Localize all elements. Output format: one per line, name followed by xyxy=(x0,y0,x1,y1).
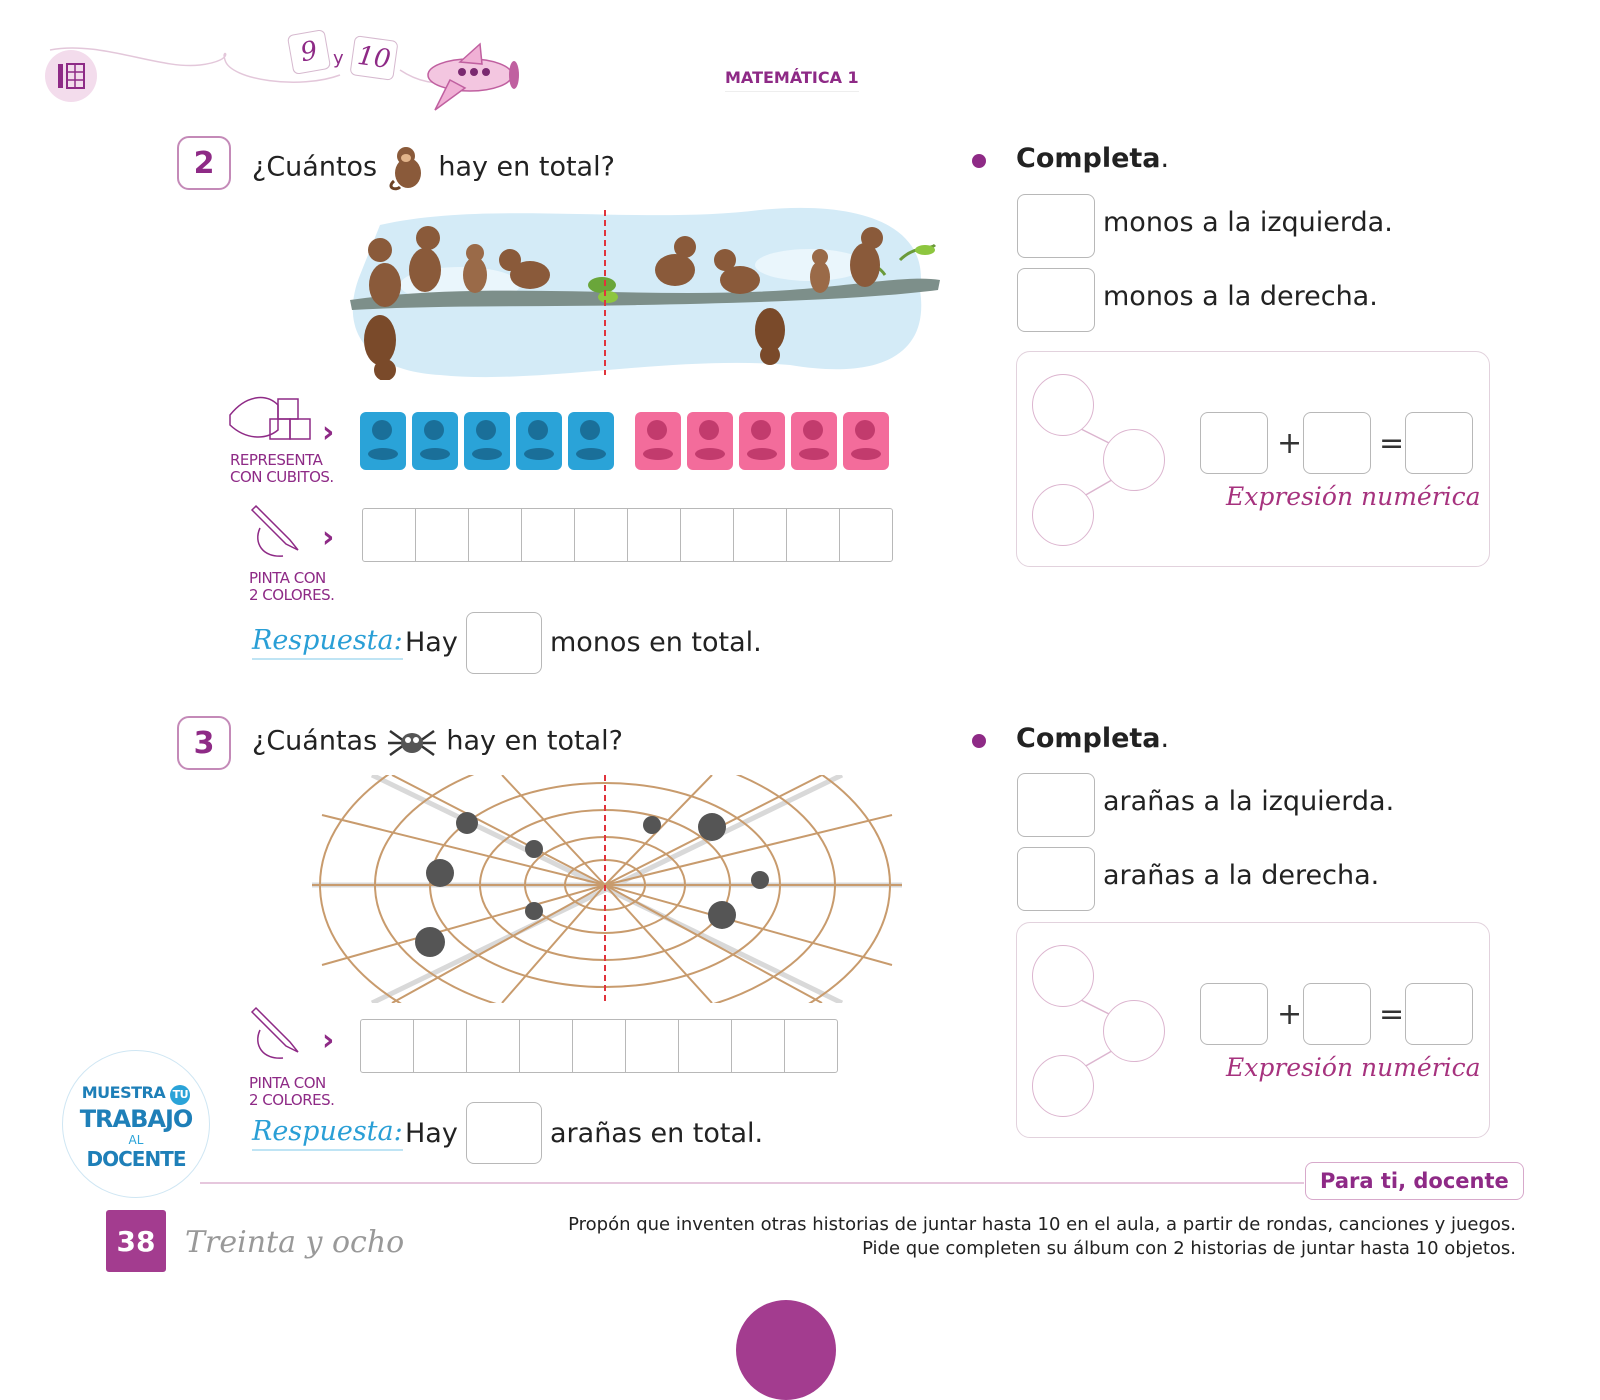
problem-3-question-end: hay en total? xyxy=(446,725,623,757)
problem-2-question xyxy=(252,143,615,191)
footer-divider xyxy=(200,1182,1304,1184)
cube-pink xyxy=(687,412,733,470)
number-bond-panel xyxy=(1016,351,1490,567)
header-number-card-right xyxy=(349,35,398,81)
complete-heading xyxy=(1016,723,1169,754)
pencil-icon xyxy=(248,1000,308,1062)
stamp-tu: TU xyxy=(170,1085,190,1105)
paint-label xyxy=(249,570,334,604)
page-word: Treinta y ocho xyxy=(185,1225,405,1260)
grid-cell[interactable] xyxy=(414,1020,467,1072)
right-count-label: monos a la derecha. xyxy=(1103,281,1378,312)
complete-label: Completa xyxy=(1016,723,1161,754)
calculator-icon xyxy=(45,50,97,102)
chevron-right-icon: › xyxy=(322,1023,335,1058)
subject-title: MATEMÁTICA 1 xyxy=(725,68,859,92)
response-post: monos en total. xyxy=(550,627,762,658)
grid-cell[interactable] xyxy=(628,509,681,561)
stamp-al: AL xyxy=(128,1133,144,1147)
complete-period: . xyxy=(1160,723,1170,754)
bond-part-circle[interactable] xyxy=(1032,1055,1094,1117)
expression-label: Expresión numérica xyxy=(1226,482,1481,511)
header-connector: y xyxy=(333,48,344,69)
grid-cell[interactable] xyxy=(522,509,575,561)
paint-label xyxy=(249,1075,334,1109)
teacher-tag: Para ti, docente xyxy=(1305,1162,1524,1200)
equals-sign: = xyxy=(1379,426,1405,461)
stamp-line2: TRABAJO xyxy=(79,1105,193,1133)
left-count-label: monos a la izquierda. xyxy=(1103,207,1393,238)
left-count-box[interactable] xyxy=(1017,773,1095,837)
cube-blue xyxy=(516,412,562,470)
paint-label-line2: 2 COLORES. xyxy=(249,1091,335,1109)
plus-sign: + xyxy=(1277,997,1303,1032)
paint-grid[interactable] xyxy=(362,508,893,562)
monkeys-illustration xyxy=(340,205,940,380)
expr-box-result[interactable] xyxy=(1405,983,1473,1045)
response-pre: Hay xyxy=(405,1118,458,1149)
spiderweb-illustration xyxy=(312,775,902,1003)
grid-cell[interactable] xyxy=(520,1020,573,1072)
complete-heading xyxy=(1016,143,1169,174)
header-number-right: 10 xyxy=(355,40,393,76)
chevron-right-icon: › xyxy=(322,415,335,450)
cube-pink xyxy=(791,412,837,470)
grid-cell[interactable] xyxy=(361,1020,414,1072)
grid-cell[interactable] xyxy=(681,509,734,561)
grid-cell[interactable] xyxy=(679,1020,732,1072)
cube-blue xyxy=(360,412,406,470)
cube-blue xyxy=(412,412,458,470)
paint-label-line1: PINTA CON xyxy=(249,1074,326,1092)
stamp-line3: DOCENTE xyxy=(86,1147,186,1171)
teacher-note-line2: Pide que completen su álbum con 2 historias de juntar hasta 10 objetos. xyxy=(862,1238,1516,1259)
header-number-left: 9 xyxy=(298,35,320,69)
grid-cell[interactable] xyxy=(573,1020,626,1072)
problem-3-question-start: ¿Cuántas xyxy=(252,725,378,757)
bond-whole-circle[interactable] xyxy=(1103,429,1165,491)
response-answer-box[interactable] xyxy=(466,1102,542,1164)
teacher-note-line1: Propón que inventen otras historias de juntar hasta 10 en el aula, a partir de rondas, canciones y juegos. xyxy=(568,1214,1516,1235)
grid-cell[interactable] xyxy=(734,509,787,561)
expr-box-1[interactable] xyxy=(1200,983,1268,1045)
page-number: 38 xyxy=(106,1210,166,1272)
problem-2-number: 2 xyxy=(177,136,231,190)
airplane-icon xyxy=(420,40,525,115)
grid-cell[interactable] xyxy=(732,1020,785,1072)
stamp-line1-row xyxy=(63,1083,209,1105)
represent-label-line1: REPRESENTA xyxy=(230,451,323,469)
bullet-icon xyxy=(972,154,986,168)
cube-strip xyxy=(360,412,900,474)
left-count-label: arañas a la izquierda. xyxy=(1103,786,1395,817)
complete-period: . xyxy=(1160,143,1170,174)
cube-pink xyxy=(739,412,785,470)
cube-pink xyxy=(843,412,889,470)
stamp-line1: MUESTRA xyxy=(81,1083,166,1102)
problem-3-question xyxy=(252,723,623,759)
expr-box-1[interactable] xyxy=(1200,412,1268,474)
expression-label: Expresión numérica xyxy=(1226,1053,1481,1082)
cube-pink xyxy=(635,412,681,470)
monkey-icon xyxy=(386,143,430,191)
paint-label-line2: 2 COLORES. xyxy=(249,586,335,604)
chevron-right-icon: › xyxy=(322,520,335,555)
problem-2-question-end: hay en total? xyxy=(438,151,615,183)
right-count-box[interactable] xyxy=(1017,268,1095,332)
spider-icon xyxy=(386,723,438,759)
response-answer-box[interactable] xyxy=(466,612,542,674)
response-post: arañas en total. xyxy=(550,1118,764,1149)
paint-label-line1: PINTA CON xyxy=(249,569,326,587)
expr-box-2[interactable] xyxy=(1303,412,1371,474)
grid-cell[interactable] xyxy=(467,1020,520,1072)
expr-box-result[interactable] xyxy=(1405,412,1473,474)
right-count-box[interactable] xyxy=(1017,847,1095,911)
bullet-icon xyxy=(972,734,986,748)
pencil-icon xyxy=(248,498,308,560)
left-count-box[interactable] xyxy=(1017,194,1095,258)
response-pre: Hay xyxy=(405,627,458,658)
response-label: Respuesta: xyxy=(252,1116,403,1151)
grid-cell[interactable] xyxy=(787,509,840,561)
represent-label-line2: CON CUBITOS. xyxy=(230,468,334,486)
complete-label: Completa xyxy=(1016,143,1161,174)
grid-cell[interactable] xyxy=(785,1020,837,1072)
plus-sign: + xyxy=(1277,426,1303,461)
bond-part-circle[interactable] xyxy=(1032,945,1094,1007)
grid-cell[interactable] xyxy=(416,509,469,561)
show-work-stamp xyxy=(62,1050,210,1198)
monkeys-scene xyxy=(340,205,940,380)
grid-cell[interactable] xyxy=(840,509,892,561)
spiderweb-scene xyxy=(312,775,902,1003)
problem-3-number: 3 xyxy=(177,716,231,770)
header-number-card-left xyxy=(287,29,331,75)
grid-cell[interactable] xyxy=(363,509,416,561)
right-count-label: arañas a la derecha. xyxy=(1103,860,1380,891)
paint-grid[interactable] xyxy=(360,1019,838,1073)
bond-part-circle[interactable] xyxy=(1032,484,1094,546)
expr-box-2[interactable] xyxy=(1303,983,1371,1045)
equals-sign: = xyxy=(1379,997,1405,1032)
hand-cubes-icon xyxy=(226,385,314,445)
response-label: Respuesta: xyxy=(252,625,403,660)
problem-2-question-start: ¿Cuántos xyxy=(252,151,378,183)
cube-blue xyxy=(464,412,510,470)
number-bond-panel xyxy=(1016,922,1490,1138)
teacher-note xyxy=(516,1213,1516,1261)
grid-cell[interactable] xyxy=(575,509,628,561)
bottom-tab xyxy=(736,1300,836,1400)
bond-part-circle[interactable] xyxy=(1032,374,1094,436)
bond-whole-circle[interactable] xyxy=(1103,1000,1165,1062)
grid-cell[interactable] xyxy=(469,509,522,561)
cube-blue xyxy=(568,412,614,470)
grid-cell[interactable] xyxy=(626,1020,679,1072)
represent-label xyxy=(230,452,334,486)
